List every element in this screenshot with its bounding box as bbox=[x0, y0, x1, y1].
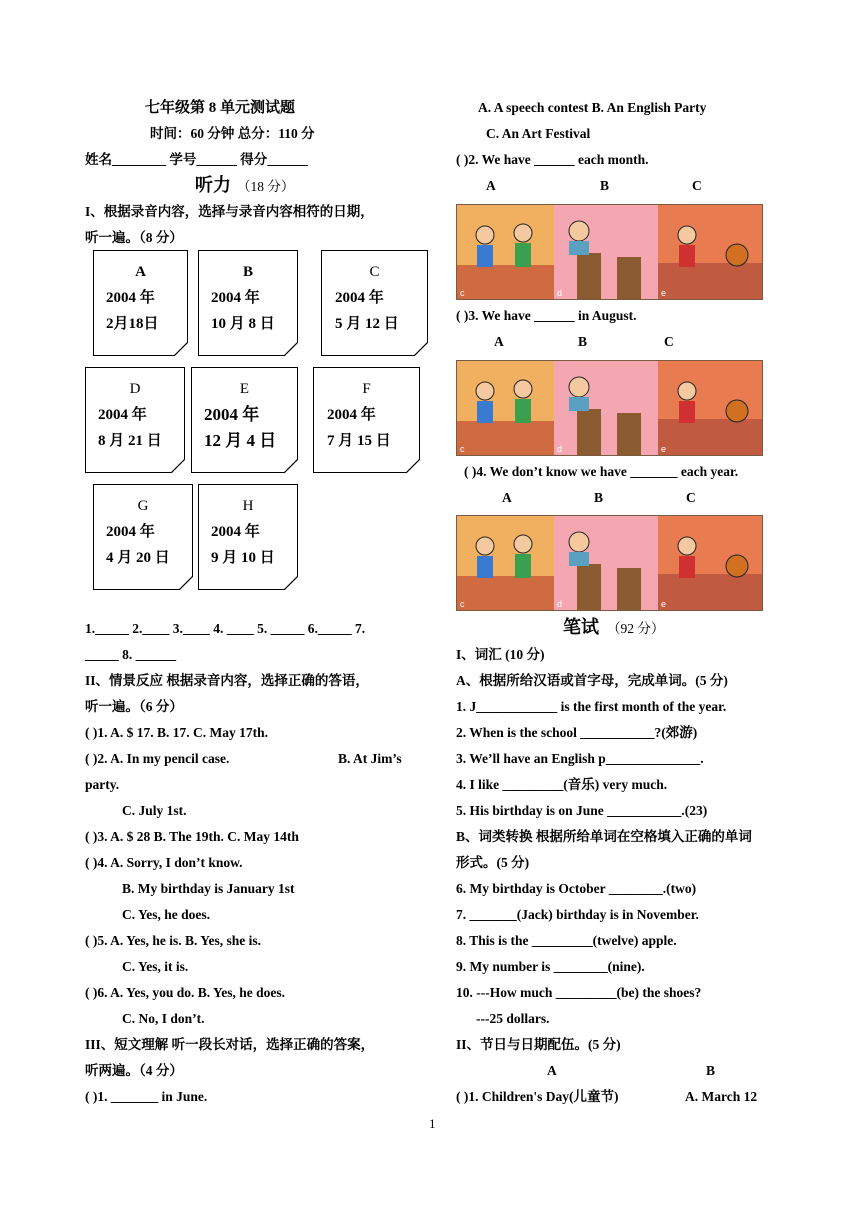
date-card-e bbox=[191, 367, 298, 473]
date-card-b bbox=[198, 250, 298, 356]
picture-strip-q4 bbox=[456, 515, 763, 611]
date-year: 2004 年 bbox=[98, 407, 147, 423]
part2-question-4-option-c: C. Yes, he does. bbox=[122, 907, 211, 922]
part2-instruction-cont: 听一遍。（6 分） bbox=[85, 699, 183, 714]
date-day: 12 月 4 日 bbox=[204, 431, 277, 450]
matching-column-b: B bbox=[706, 1063, 716, 1078]
date-year: 2004 年 bbox=[327, 407, 376, 423]
picture-strip-illustration bbox=[457, 516, 762, 610]
picture-strip-q3 bbox=[456, 360, 763, 456]
vocab-question-8: 8. This is the _________(twelve) apple. bbox=[456, 933, 677, 948]
date-letter: A bbox=[135, 264, 146, 280]
student-info-line: 姓名________ 学号______ 得分______ bbox=[85, 152, 308, 167]
option-label-c: C bbox=[692, 178, 702, 193]
folded-corner-icon bbox=[179, 576, 193, 590]
date-letter: E bbox=[239, 381, 250, 397]
part3-question-4: ( )4. We don’t know we have _______ each year. bbox=[464, 464, 739, 479]
option-label-a: A bbox=[486, 178, 496, 193]
date-year: 2004 年 bbox=[335, 290, 384, 306]
folded-corner-icon bbox=[284, 342, 298, 356]
part3-question-2: ( )2. We have ______ each month. bbox=[456, 152, 649, 167]
time-score-line: 时间：60 分钟 总分：110 分 bbox=[150, 126, 315, 141]
date-card-g bbox=[93, 484, 193, 590]
part2-question-6: ( )6. A. Yes, you do. B. Yes, he does. bbox=[85, 985, 286, 1000]
folded-corner-icon bbox=[284, 576, 298, 590]
part2-question-1: ( )1. A. $ 17. B. 17. C. May 17th. bbox=[85, 725, 268, 740]
date-day: 9 月 10 日 bbox=[211, 550, 275, 566]
writing-heading: 笔试 （92 分） bbox=[563, 617, 665, 637]
part2-question-4: ( )4. A. Sorry, I don’t know. bbox=[85, 855, 243, 870]
date-letter: D bbox=[129, 381, 141, 397]
date-day: 8 月 21 日 bbox=[98, 433, 162, 449]
part2-question-2-option-c: C. July 1st. bbox=[122, 803, 187, 818]
vocab-question-5: 5. His birthday is on June ___________.(23) bbox=[456, 803, 708, 818]
listening-heading: 听力 （18 分） bbox=[195, 175, 295, 195]
date-letter: B bbox=[242, 264, 253, 280]
date-day: 5 月 12 日 bbox=[335, 316, 399, 332]
part3-instruction: III、短文理解 听一段长对话，选择正确的答案， bbox=[85, 1037, 375, 1052]
vocab-question-9: 9. My number is ________(nine). bbox=[456, 959, 645, 974]
option-label-b: B bbox=[594, 490, 604, 505]
date-year: 2004 年 bbox=[211, 524, 260, 540]
picture-label: e bbox=[661, 444, 667, 454]
vocab-part-b-title-cont: 形式。(5 分) bbox=[456, 855, 530, 870]
picture-label: e bbox=[661, 288, 667, 298]
part3-instruction-cont: 听两遍。（4 分） bbox=[85, 1063, 183, 1078]
date-day: 4 月 20 日 bbox=[106, 550, 170, 566]
matching-column-a: A bbox=[547, 1063, 557, 1078]
option-label-a: A bbox=[494, 334, 504, 349]
part1-answer-blanks-cont: _____ 8. ______ bbox=[85, 647, 177, 662]
vocab-question-6: 6. My birthday is October ________.(two) bbox=[456, 881, 697, 896]
date-day: 2月18日 bbox=[106, 316, 159, 332]
picture-label: c bbox=[460, 444, 465, 454]
date-year: 2004 年 bbox=[106, 524, 155, 540]
date-letter: F bbox=[362, 381, 371, 397]
date-card-f bbox=[313, 367, 420, 473]
picture-strip-q2 bbox=[456, 204, 763, 300]
picture-strip-illustration bbox=[457, 361, 762, 455]
date-card-d bbox=[85, 367, 185, 473]
date-day: 7 月 15 日 bbox=[327, 433, 391, 449]
vocab-question-10: 10. ---How much _________(be) the shoes? bbox=[456, 985, 702, 1000]
date-year: 2004 年 bbox=[106, 290, 155, 306]
page-title: 七年级第 8 单元测试题 bbox=[145, 100, 296, 116]
picture-label: c bbox=[460, 288, 465, 298]
option-label-a: A bbox=[502, 490, 512, 505]
part2-question-6-option-c: C. No, I don’t. bbox=[122, 1011, 205, 1026]
folded-corner-icon bbox=[174, 342, 188, 356]
date-card-a bbox=[93, 250, 188, 356]
part3-question-3: ( )3. We have ______ in August. bbox=[456, 308, 637, 323]
part2-instruction: II、情景反应 根据录音内容，选择正确的答语， bbox=[85, 673, 369, 688]
picture-label: d bbox=[557, 599, 563, 609]
part2-question-5: ( )5. A. Yes, he is. B. Yes, she is. bbox=[85, 933, 262, 948]
date-year: 2004 年 bbox=[204, 405, 260, 424]
part3-question-1-options-ab: A. A speech contest B. An English Party bbox=[478, 100, 707, 115]
part2-question-3: ( )3. A. $ 28 B. The 19th. C. May 14th bbox=[85, 829, 299, 844]
part1-instruction-cont: 听一遍。（8 分） bbox=[85, 230, 183, 245]
option-label-b: B bbox=[578, 334, 588, 349]
vocab-question-10-answer: ---25 dollars. bbox=[476, 1011, 550, 1026]
date-letter: G bbox=[137, 498, 149, 514]
vocab-part-a-title: A、根据所给汉语或首字母，完成单词。(5 分) bbox=[456, 673, 728, 688]
part2-question-2-cont: party. bbox=[85, 777, 120, 792]
vocab-question-4: 4. I like _________(音乐) very much. bbox=[456, 777, 668, 792]
picture-label: d bbox=[557, 288, 563, 298]
folded-corner-icon bbox=[414, 342, 428, 356]
option-label-c: C bbox=[686, 490, 696, 505]
part2-question-2: ( )2. A. In my pencil case. bbox=[85, 751, 230, 766]
part1-instruction: I、根据录音内容，选择与录音内容相符的日期， bbox=[85, 204, 374, 219]
part2-question-2-option-b: B. At Jim’s bbox=[338, 751, 402, 766]
date-card-c bbox=[321, 250, 428, 356]
part3-question-1-option-c: C. An Art Festival bbox=[486, 126, 591, 141]
vocab-question-2: 2. When is the school ___________?(郊游) bbox=[456, 725, 698, 740]
picture-strip-illustration bbox=[457, 205, 762, 299]
page-number: 1 bbox=[429, 1116, 436, 1131]
part1-answer-blanks: 1._____ 2.____ 3.____ 4. ____ 5. _____ 6._____ 7. bbox=[85, 621, 366, 636]
picture-label: c bbox=[460, 599, 465, 609]
part2-question-4-option-b: B. My birthday is January 1st bbox=[122, 881, 295, 896]
part3-question-1: ( )1. _______ in June. bbox=[85, 1089, 208, 1104]
date-card-h bbox=[198, 484, 298, 590]
folded-corner-icon bbox=[406, 459, 420, 473]
date-year: 2004 年 bbox=[211, 290, 260, 306]
option-label-c: C bbox=[664, 334, 674, 349]
matching-section-title: II、节日与日期配伍。(5 分) bbox=[456, 1037, 621, 1052]
matching-option-a: A. March 12 bbox=[685, 1089, 758, 1104]
matching-question-1: ( )1. Children's Day(儿童节) bbox=[456, 1089, 619, 1104]
date-letter: H bbox=[242, 498, 254, 514]
folded-corner-icon bbox=[171, 459, 185, 473]
vocab-part-b-title: B、词类转换 根据所给单词在空格填入正确的单词 bbox=[456, 829, 752, 844]
vocab-section-title: I、词汇 (10 分) bbox=[456, 647, 545, 662]
date-letter: C bbox=[369, 264, 380, 280]
date-day: 10 月 8 日 bbox=[211, 316, 275, 332]
vocab-question-3: 3. We’ll have an English p______________. bbox=[456, 751, 704, 766]
vocab-question-1: 1. J____________ is the first month of the year. bbox=[456, 699, 727, 714]
part2-question-5-option-c: C. Yes, it is. bbox=[122, 959, 189, 974]
option-label-b: B bbox=[600, 178, 610, 193]
folded-corner-icon bbox=[284, 459, 298, 473]
picture-label: d bbox=[557, 444, 563, 454]
picture-label: e bbox=[661, 599, 667, 609]
vocab-question-7: 7. _______(Jack) birthday is in November. bbox=[456, 907, 699, 922]
